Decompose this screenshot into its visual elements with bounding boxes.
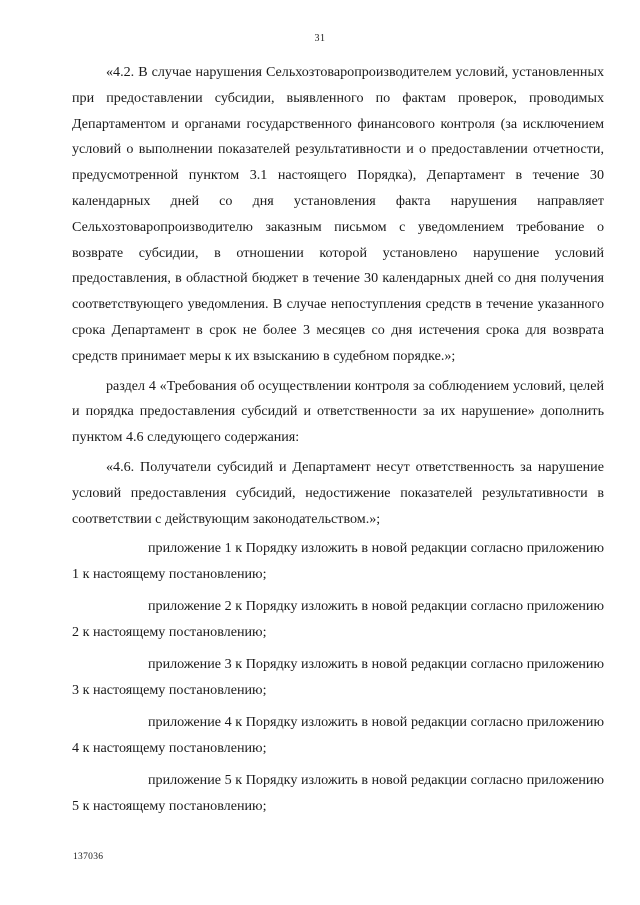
paragraph-appendix-4: приложение 4 к Порядку изложить в новой редакции согласно приложению 4 к настоящему постановлению; (72, 714, 604, 757)
paragraph-section-4-amendment: раздел 4 «Требования об осуществлении контроля за соблюдением условий, целей и порядка предоставления субсидий и ответственности за их нарушение» дополнить пунктом 4.6 следующего содержания: (72, 377, 604, 446)
paragraph-4-2: «4.2. В случае нарушения Сельхозтоваропроизводителем условий, установленных при предоставлении субсидии, выявленного по фактам проверок, проводимых Департаментом и органами государственного финансового контроля (за исключением условий о выполнении показателей результативности и о предоставлении отчетности, предусмотренной пунктом 3.1 настоящего Порядка), Департамент в течение 30 календарных дней со дня установления факта нарушения направляет Сельхозтоваропроизводителю заказным письмом с уведомлением требование о возврате субсидии, в отношении которой установлено нарушение условий предоставления, в областной бюджет в течение 30 календарных дней со дня получения соответствующего уведомления. В случае непоступления средств в течение указанного срока Департамент в срок не более 3 месяцев со дня истечения срока для возврата средств принимает меры к их взысканию в судебном порядке.»; (72, 64, 604, 364)
paragraph-appendix-2: приложение 2 к Порядку изложить в новой редакции согласно приложению 2 к настоящему постановлению; (72, 598, 604, 641)
paragraph-appendix-1: приложение 1 к Порядку изложить в новой редакции согласно приложению 1 к настоящему постановлению; (72, 540, 604, 583)
paragraph-appendix-5: приложение 5 к Порядку изложить в новой редакции согласно приложению 5 к настоящему постановлению; (72, 772, 604, 815)
paragraph-4-6: «4.6. Получатели субсидий и Департамент несут ответственность за нарушение условий предоставления субсидий, недостижение показателей результативности в соответствии с действующим законодательством.»; (72, 458, 604, 527)
document-code: 137036 (73, 852, 104, 862)
document-body (72, 60, 604, 826)
page-number: 31 (314, 33, 326, 44)
paragraph-appendix-3: приложение 3 к Порядку изложить в новой редакции согласно приложению 3 к настоящему постановлению; (72, 656, 604, 699)
